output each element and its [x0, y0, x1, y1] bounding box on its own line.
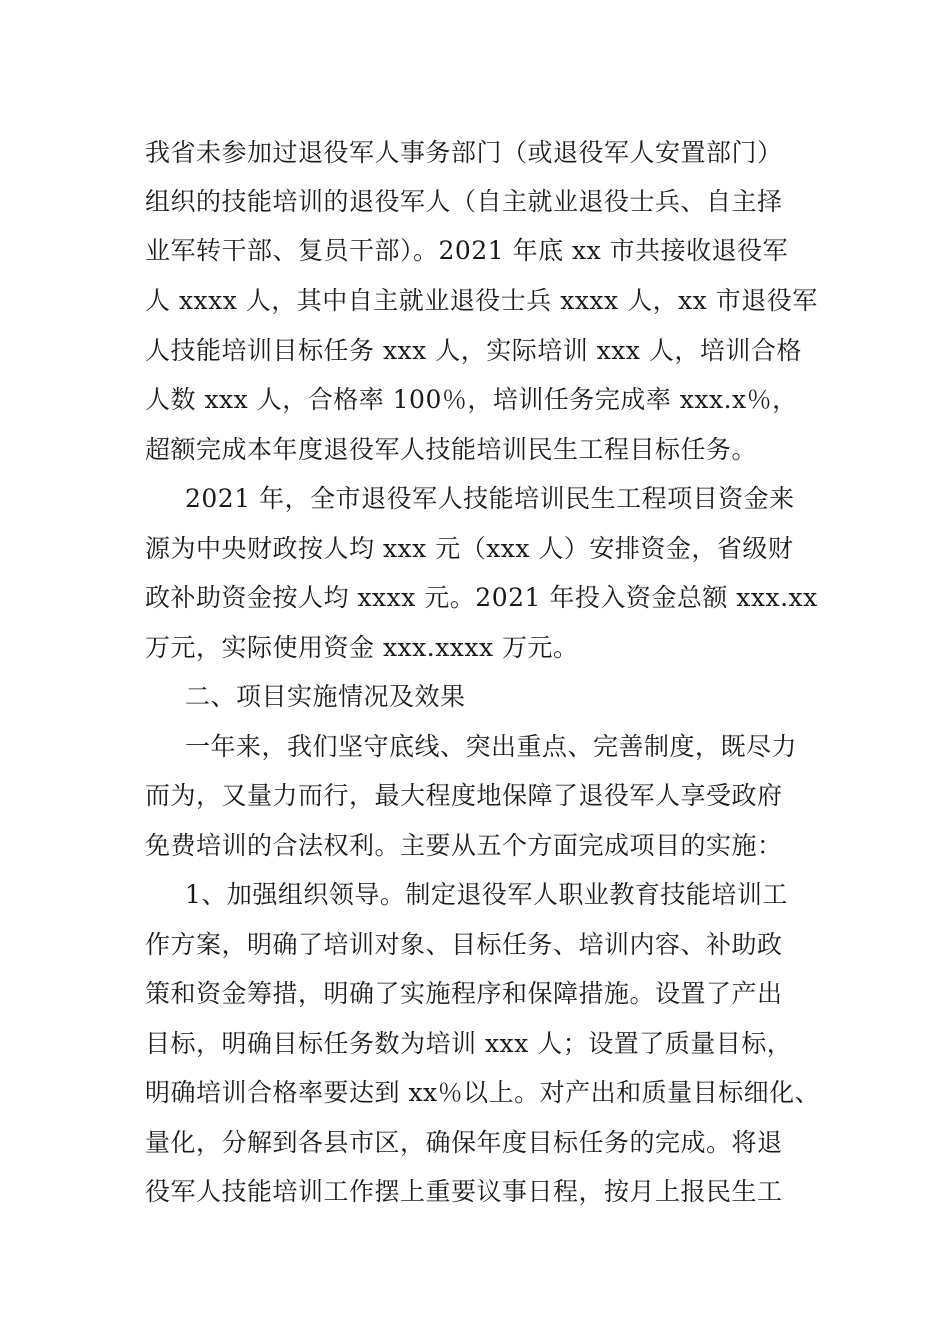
text-line-3: 业军转干部、复员干部）。2021 年底 xx 市共接收退役军 — [145, 236, 789, 265]
paragraph-funding-start: 2021 年，全市退役军人技能培训民生工程项目资金来 — [185, 484, 795, 513]
text-line-20: 明确培训合格率要达到 xx％以上。对产出和质量目标细化、 — [145, 1078, 821, 1107]
text-line-11: 万元，实际使用资金 xxx.xxxx 万元。 — [145, 633, 579, 662]
text-line-21: 量化，分解到各县市区，确保年度目标任务的完成。将退 — [145, 1128, 783, 1157]
paragraph-summary-start: 一年来，我们坚守底线、突出重点、完善制度，既尽力 — [185, 732, 798, 761]
text-line-22: 役军人技能培训工作摆上重要议事日程，按月上报民生工 — [145, 1177, 783, 1206]
section-heading: 二、项目实施情况及效果 — [185, 682, 466, 711]
text-line-15: 免费培训的合法权利。主要从五个方面完成项目的实施： — [145, 831, 783, 860]
text-line-6: 人数 xxx 人，合格率 100％，培训任务完成率 xxx.x％， — [145, 385, 798, 414]
text-line-1: 我省未参加过退役军人事务部门（或退役军人安置部门） — [145, 138, 783, 167]
text-line-5: 人技能培训目标任务 xxx 人，实际培训 xxx 人，培训合格 — [145, 336, 802, 365]
text-line-7: 超额完成本年度退役军人技能培训民生工程目标任务。 — [145, 435, 758, 464]
text-line-14: 而为，又量力而行，最大程度地保障了退役军人享受政府 — [145, 781, 783, 810]
text-line-19: 目标，明确目标任务数为培训 xxx 人；设置了质量目标， — [145, 1029, 793, 1058]
text-line-4: 人 xxxx 人，其中自主就业退役士兵 xxxx 人，xx 市退役军 — [145, 286, 818, 315]
text-line-9: 源为中央财政按人均 xxx 元（xxx 人）安排资金，省级财 — [145, 534, 794, 563]
text-line-17: 作方案，明确了培训对象、目标任务、培训内容、补助政 — [145, 930, 783, 959]
text-line-18: 策和资金筹措，明确了实施程序和保障措施。设置了产出 — [145, 979, 783, 1008]
text-line-10: 政补助资金按人均 xxxx 元。2021 年投入资金总额 xxx.xx — [145, 583, 818, 612]
text-line-2: 组织的技能培训的退役军人（自主就业退役士兵、自主择 — [145, 187, 783, 216]
paragraph-item-1-start: 1、加强组织领导。制定退役军人职业教育技能培训工 — [185, 880, 788, 909]
